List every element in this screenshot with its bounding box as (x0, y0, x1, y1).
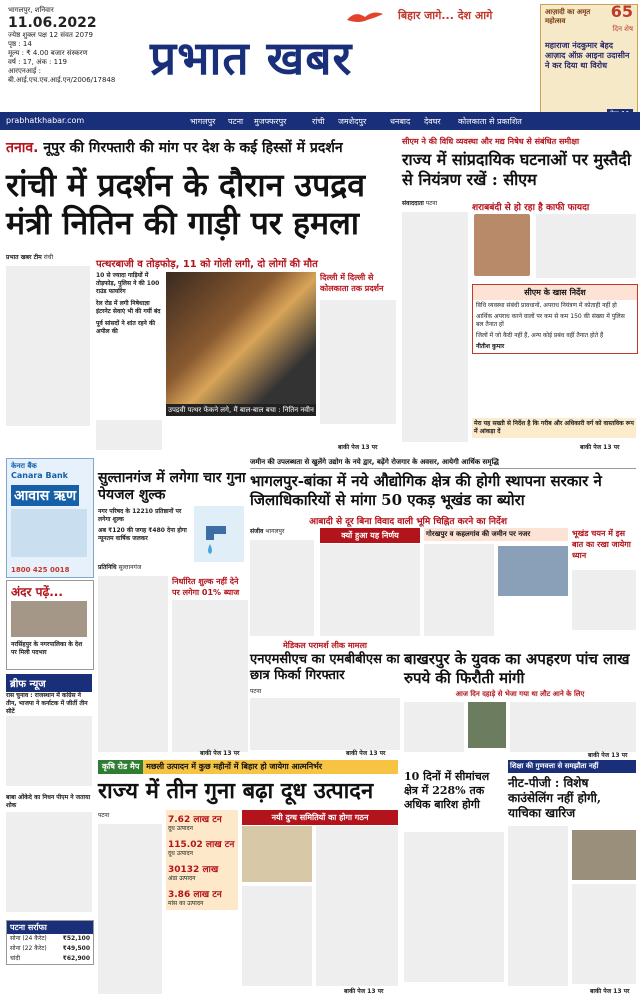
more-link[interactable]: बाकी पेज 13 पर (338, 444, 378, 451)
gold-label: सोना (24 कैरेट) (10, 935, 47, 942)
riot-photo[interactable] (166, 272, 316, 404)
byline-name: प्रभात खबर टीम (6, 254, 42, 261)
gold-label: सोना (22 कैरेट) (10, 945, 47, 952)
milk-kicker: मछली उत्पादन में कुछ महीनों में बिहार हो जायेगा आत्मनिर्भर (146, 762, 323, 771)
promo-number-label: दिन शेष (612, 25, 633, 33)
plot-selection-body (572, 570, 636, 630)
instruction-item: नीतीश कुमार (476, 343, 505, 350)
why-body (320, 544, 420, 636)
inside-image (11, 601, 87, 637)
stat-label: अंडा उत्पादन (168, 875, 196, 882)
milk-body (98, 824, 162, 994)
kidnap-body (404, 702, 464, 752)
photo-caption: उपद्रवी पत्थर फेंकने लगे, मैं बाल-बाल बचा : नितिन नवीन (166, 404, 316, 416)
page-count: पृष्ठ : 14 (8, 40, 32, 48)
promo-line2: आज़ाद ऑफ़ आइना उदासीन (545, 51, 630, 60)
industry-dateline (250, 528, 284, 536)
brief-body2 (6, 812, 92, 912)
bird-logo-icon (345, 8, 385, 26)
milk-side-body2 (242, 886, 312, 986)
top-story-byline (6, 254, 92, 262)
neet-body2 (572, 884, 636, 984)
neet-kicker: शिक्षा की गुणवत्ता से समझौता नहीं (508, 760, 636, 773)
medical-headline[interactable]: एनएमसीएच का एमबीबीएस का छात्र फिर्का गिरफ्तार (250, 652, 400, 683)
gold-label: चांदी (10, 955, 21, 962)
gold-title: पटना सर्राफा (7, 921, 93, 934)
correspondent: प्रतिनिधि (98, 564, 117, 571)
ad-label: आवास ऋण (11, 485, 79, 506)
court-photo (572, 830, 636, 880)
promo-line3: ने कर दिया था विरोध (545, 61, 607, 70)
top-story-kicker (6, 138, 396, 157)
milk-kicker-bar (98, 760, 398, 774)
promo-badge: आज़ादी का अमृत महोत्सव (545, 8, 591, 25)
milk-headline[interactable]: राज्य में तीन गुना बढ़ा दूध उत्पादन (98, 778, 374, 804)
why-box-title: क्यों हुआ यह निर्णय (320, 528, 420, 543)
canara-bank-ad[interactable] (6, 458, 94, 578)
kidnap-headline[interactable]: बाखरपुर के युवक का अपहरण पांच लाख रुपये की फिरौती मांगी (404, 650, 630, 687)
neet-headline[interactable]: नीट-पीजी : विशेष काउंसेलिंग नहीं होगी, याचिका खारिज (508, 776, 602, 820)
medical-kicker: मेडिकल परामर्श लीक मामला (283, 641, 367, 650)
rain-body (404, 832, 504, 982)
stat-item (166, 835, 238, 860)
ad-house-image (11, 509, 87, 557)
kicker-text: नूपुर की गिरफ्तारी की मांग पर देश के कई हिस्सों में प्रदर्शन (43, 140, 343, 156)
tagline: बिहार जागे... देश आगे (398, 9, 493, 22)
nav-item-kolkata[interactable]: कोलकाता से प्रकाशित (458, 117, 522, 126)
nav-item-ranchi[interactable]: रांची (312, 117, 325, 126)
city-day: भागलपुर, शनिवार (8, 6, 54, 14)
right-body-col2 (536, 214, 636, 278)
land-map-image (498, 546, 568, 596)
instruction-item: जिलों में जो कैदी नहीं हैं, अन्य कोई प्रबंध वहीं तैनात होते हैं (476, 332, 604, 339)
stat-item (166, 860, 238, 885)
milk-side-body (316, 826, 398, 986)
edition-navbar (0, 112, 640, 130)
gold-row (7, 944, 93, 954)
inside-item: नरसिंहपुर के नगरपालिका के देश पर मिली पदभार (11, 641, 83, 656)
instruction-item: आर्थिक अपराध करने वालों पर कम से कम 150 की संख्या में पुलिस बल तैनात हों (476, 313, 625, 328)
promo-number: 65 (610, 2, 633, 21)
right-story-headline[interactable]: राज्य में सांप्रदायिक घटनाओं पर मुस्तैदी से नियंत्रण रखें : सीएम (402, 150, 632, 189)
right-story-dateline (402, 200, 437, 208)
dateline-place: भागलपुर (265, 528, 285, 535)
inside-label: अंदर पढ़ें... (11, 585, 63, 599)
bullet-item: रेल रोड में लगी निषेधाज्ञा इंटरनेट सेवाएं भी की गयीं बंद (96, 300, 161, 315)
stat-label: मांस का उत्पादन (168, 900, 204, 907)
gorakhpur-head: गोरखपुर व कहलगांव की जमीन पर नजर (424, 528, 568, 541)
byline-place: रांची (43, 254, 54, 261)
kicker-label: तनाव. (6, 140, 39, 156)
kidnap-sub: आज दिन दहाड़े से भेजा गया था लौट आने के लिए (455, 690, 585, 698)
more-link[interactable]: बाकी पेज 13 पर (344, 988, 384, 995)
kidnap-body2 (510, 702, 636, 752)
dateline-place: सुल्तानगंज (118, 564, 142, 571)
rain-headline[interactable]: 10 दिनों में सीमांचल क्षेत्र में 228% तक अधिक बारिश होगी (404, 770, 490, 811)
gold-value: ₹62,900 (62, 955, 90, 962)
body-text-col1 (6, 266, 90, 426)
volume: वर्ष : 17, अंक : 119 (8, 58, 67, 66)
gold-row (7, 934, 93, 944)
gold-rates-box (6, 920, 94, 965)
bullet-item: 10 से ज्यादा गाड़ियों में तोड़फोड़, पुलिस ने की 100 राउंड फायरिंग (96, 272, 160, 295)
nav-item-jamshedpur[interactable]: जमशेदपुर (338, 117, 367, 126)
body-text-col2 (96, 420, 162, 450)
cm-quote: मेरा यह सख्ती से निर्देश है कि गरीब और अधिकारी वर्ग को वास्तविक रूप में आंकड़ा दें (472, 418, 636, 438)
masthead-meta (8, 6, 148, 85)
right-body-col1 (402, 212, 468, 442)
stat-item (166, 885, 238, 910)
box-title: सीएम के खास निर्देश (473, 285, 637, 300)
instruction-item: विधि व्यवस्था संबंधी प्रावधानों, अपराध नियंत्रण में कोताही नहीं हो (476, 302, 617, 309)
body-text-side (320, 300, 396, 424)
website-link[interactable]: prabhatkhabar.com (6, 116, 85, 125)
milk-stats (166, 810, 238, 910)
side-headline: दिल्ली में दिल्ली से कोलकाता तक प्रदर्शन (320, 273, 384, 293)
more-link[interactable]: बाकी पेज 13 पर (588, 752, 628, 759)
more-link[interactable]: बाकी पेज 13 पर (346, 750, 386, 757)
water-body-col2 (172, 600, 248, 752)
dateline-place: पटना (425, 200, 438, 207)
nav-item-deoghar[interactable]: देवघर (424, 117, 441, 126)
plot-selection-head: भूखंड चयन में इस बात का रखा जायेगा ध्यान (572, 529, 631, 560)
milk-place: पटना (98, 812, 110, 819)
cm-instructions-box (472, 284, 638, 354)
gold-row (7, 954, 93, 964)
inside-box[interactable] (6, 580, 94, 670)
stat-value: 115.02 लाख टन (168, 840, 235, 850)
nav-item-patna[interactable]: पटना (228, 117, 244, 126)
water-dateline (98, 564, 141, 572)
stat-value: 7.62 लाख टन (168, 815, 222, 825)
brief-item2[interactable]: बाबा ओंकेदे का निधन पीएम ने जताया शोक (6, 794, 91, 809)
brief-body1 (6, 716, 92, 786)
stat-item (166, 810, 238, 835)
industry-body (250, 540, 314, 636)
victim-photo (468, 702, 506, 748)
top-story-headline[interactable]: रांची में प्रदर्शन के दौरान उपद्रव मंत्री नितिन की गाड़ी पर हमला (6, 166, 366, 242)
water-bullets (98, 508, 188, 543)
gorakhpur-body (424, 544, 494, 636)
brief-title: ब्रीफ न्यूज (6, 674, 92, 692)
gold-value: ₹49,500 (62, 945, 90, 952)
stat-label: दूध उत्पादन (168, 850, 193, 857)
price: मूल्य : ₹ 4.00 बजार संस्करण (8, 49, 88, 57)
bullet-list (96, 272, 162, 336)
bullet-item: नगर परिषद के 12210 प्रतिष्ठानों पर लगेगा शुल्क (98, 508, 182, 523)
water-tap-icon (194, 506, 244, 562)
water-story-headline[interactable]: सुल्तानगंज में लगेगा चार गुना पेयजल शुल्क (98, 470, 246, 503)
more-link[interactable]: बाकी पेज 13 पर (580, 444, 620, 451)
medical-place: पटना (250, 688, 262, 695)
banner-strip: जमीन की उपलब्धता से खुलेंगे उद्योग के नये द्वार, बढ़ेंगे रोजगार के अवसर, आयेगी आर्थिक समृद्धि (250, 456, 636, 469)
bank-name: केनरा बैंक (11, 462, 37, 470)
hindi-date: ज्येष्ठ शुक्ल पक्ष 12 संवत 2079 (8, 31, 93, 39)
water-sub: निर्धारित शुल्क नहीं देने पर लगेगा 01% ब्याज (172, 577, 240, 597)
correspondent: संजीव (250, 528, 264, 535)
newspaper-logo[interactable]: प्रभात खबर (150, 31, 353, 85)
bullet-item: पूर्व सांसदों ने शांत रहने की अपील की (96, 320, 156, 335)
right-story-kicker: सीएम ने की विधि व्यवस्था और मद्य निषेध से संबंधित समीक्षा (402, 137, 580, 146)
stat-value: 3.86 लाख टन (168, 890, 222, 900)
more-link[interactable]: बाकी पेज 13 पर (590, 988, 630, 995)
milk-tag: कृषि रोड मैप (98, 760, 143, 774)
bank-name-en: Canara Bank (11, 471, 69, 480)
nav-item-bhagalpur[interactable]: भागलपुर (190, 117, 216, 126)
milk-side-head: नयी दुग्ध समितियों का होगा गठन (242, 810, 398, 825)
nav-item-muzaffarpur[interactable]: मुजफ्फरपुर (254, 117, 287, 126)
cm-portrait[interactable] (474, 214, 530, 276)
correspondent: संवाददाता (402, 200, 424, 207)
neet-body (508, 826, 568, 986)
promo-box[interactable] (540, 4, 638, 124)
nav-item-dhanbad[interactable]: धनबाद (390, 117, 411, 126)
stat-label: दूध उत्पादन (168, 825, 193, 832)
bullet-item: अब ₹120 की जगह ₹480 देना होगा न्यूनतम वार्षिक जलकर (98, 527, 187, 542)
more-link[interactable]: बाकी पेज 13 पर (200, 750, 240, 757)
regd: आरएनआई : बी.आई.एच.एच.आई.एन/2006/17848 (8, 67, 116, 84)
water-body-col1 (98, 576, 168, 752)
brief-item1[interactable]: रास चुनाव : राजस्थान में कांग्रेस ने तीन, भाजपा ने कर्नाटक में जीतीं तीन सीटें (6, 692, 88, 715)
ad-phone: 1800 425 0018 (11, 566, 70, 574)
promo-line1: महाराजा नंदकुमार बेहद (545, 41, 614, 50)
gold-value: ₹52,100 (62, 935, 90, 942)
right-story-sub: शराबबंदी से हो रहा है काफी फायदा (472, 203, 590, 213)
top-story-subhead: पत्थरबाजी व तोड़फोड़, 11 को गोली लगी, दो लोगों की मौत (96, 259, 318, 270)
issue-date: 11.06.2022 (8, 15, 97, 31)
industry-sub: आबादी से दूर बिना विवाद वाली भूमि चिह्नित करने का निर्देश (309, 517, 507, 527)
industry-headline[interactable]: भागलपुर-बांका में नये औद्योगिक क्षेत्र की होगी स्थापना सरकार ने जिलाधिकारियों से मांगा 50 एकड़ भूखंड का ब्योरा (250, 472, 602, 509)
medical-body (250, 698, 400, 750)
cattle-photo (242, 826, 312, 882)
stat-value: 30132 लाख (168, 865, 219, 875)
